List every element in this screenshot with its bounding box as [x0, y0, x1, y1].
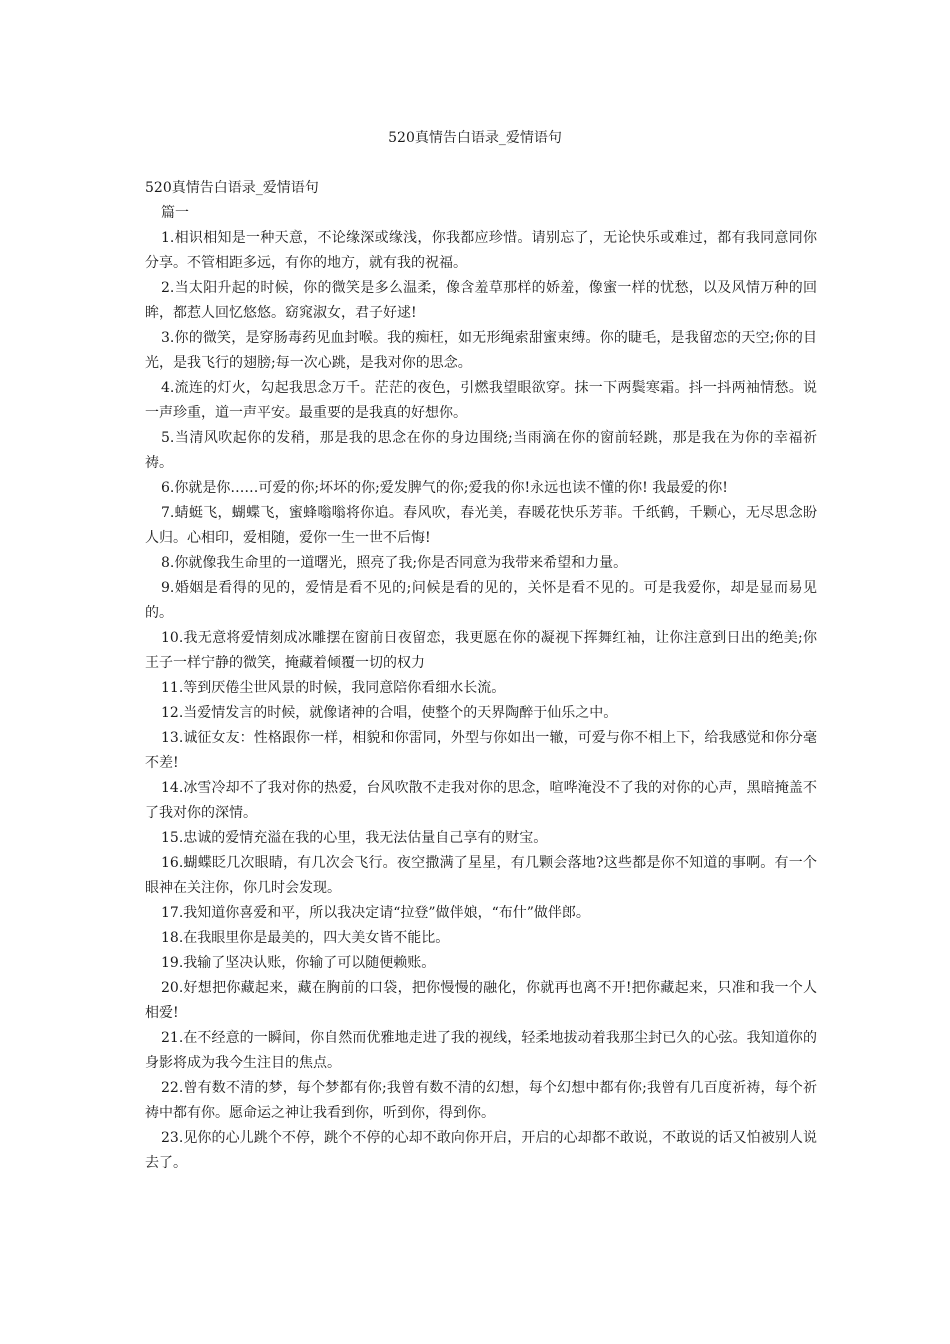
quote-item: 1.相识相知是一种天意，不论缘深或缘浅，你我都应珍惜。请别忘了，无论快乐或难过，都有我同意同你分享。不管相距多远，有你的地方，就有我的祝福。 — [145, 230, 817, 271]
section-heading: 篇一 — [161, 205, 189, 221]
quote-item: 13.诚征女友：性格跟你一样，相貌和你雷同，外型与你如出一辙，可爱与你不相上下，给我感觉和你分毫不差! — [145, 730, 817, 771]
quote-item: 14.冰雪冷却不了我对你的热爱，台风吹散不走我对你的思念，喧哗淹没不了我的对你的心声，黑暗掩盖不了我对你的深情。 — [145, 780, 817, 821]
quote-item: 7.蜻蜓飞，蝴蝶飞，蜜蜂嗡嗡将你追。春风吹，春光美，春暖花快乐芳菲。千纸鹤，千颗心，无尽思念盼人归。心相印，爱相随，爱你一生一世不后悔! — [145, 505, 817, 546]
quote-item: 21.在不经意的一瞬间，你自然而优雅地走进了我的视线，轻柔地拔动着我那尘封已久的心弦。我知道你的身影将成为我今生注目的焦点。 — [145, 1030, 817, 1071]
quote-item: 8.你就像我生命里的一道曙光，照亮了我;你是否同意为我带来希望和力量。 — [161, 555, 628, 571]
quote-item: 6.你就是你……可爱的你;坏坏的你;爱发脾气的你;爱我的你!永远也读不懂的你! 我最爱的你! — [161, 480, 728, 496]
document-body — [145, 176, 817, 1176]
quote-item: 18.在我眼里你是最美的，四大美女皆不能比。 — [161, 930, 450, 946]
document-subtitle: 520真情告白语录_爱情语句 — [145, 180, 319, 196]
quote-item: 11.等到厌倦尘世风景的时候，我同意陪你看细水长流。 — [161, 680, 506, 696]
quote-item: 4.流连的灯火，勾起我思念万千。茫茫的夜色，引燃我望眼欲穿。抹一下两鬓寒霜。抖一抖两袖情愁。说一声珍重，道一声平安。最重要的是我真的好想你。 — [145, 380, 817, 421]
quote-item: 15.忠诚的爱情充溢在我的心里，我无法估量自己享有的财宝。 — [161, 830, 548, 846]
quote-item: 5.当清风吹起你的发稍，那是我的思念在你的身边围绕;当雨滴在你的窗前轻跳，那是我在为你的幸福祈祷。 — [145, 430, 817, 471]
quote-item: 2.当太阳升起的时候，你的微笑是多么温柔，像含羞草那样的娇羞，像蜜一样的忧愁，以及风情万种的回眸，都惹人回忆悠悠。窈窕淑女，君子好逑! — [145, 280, 817, 321]
quote-item: 19.我输了坚决认账，你输了可以随便赖账。 — [161, 955, 436, 971]
quote-item: 22.曾有数不清的梦，每个梦都有你;我曾有数不清的幻想，每个幻想中都有你;我曾有几百度祈祷，每个祈祷中都有你。愿命运之神让我看到你，听到你，得到你。 — [145, 1080, 817, 1121]
quote-item: 12.当爱情发言的时候，就像诸神的合唱，使整个的天界陶醉于仙乐之中。 — [161, 705, 618, 721]
quote-item: 17.我知道你喜爱和平，所以我决定请“拉登”做伴娘，“布什”做伴郎。 — [161, 905, 590, 921]
quote-item: 3.你的微笑，是穿肠毒药见血封喉。我的痴枉，如无形绳索甜蜜束缚。你的睫毛，是我留恋的天空;你的目光，是我飞行的翅膀;每一次心跳，是我对你的思念。 — [145, 330, 817, 371]
quote-item: 9.婚姻是看得的见的，爱情是看不见的;问候是看的见的，关怀是看不见的。可是我爱你，却是显而易见的。 — [145, 580, 817, 621]
quote-list — [145, 226, 817, 1176]
quote-item: 23.见你的心儿跳个不停，跳个不停的心却不敢向你开启，开启的心却都不敢说，不敢说的话又怕被别人说去了。 — [145, 1130, 817, 1171]
quote-item: 10.我无意将爱情刻成冰雕摆在窗前日夜留恋，我更愿在你的凝视下挥舞红袖，让你注意到日出的绝美;你王子一样宁静的微笑，掩藏着倾覆一切的权力 — [145, 630, 817, 671]
quote-item: 16.蝴蝶眨几次眼睛，有几次会飞行。夜空撒满了星星，有几颗会落地?这些都是你不知道的事啊。有一个眼神在关注你，你几时会发现。 — [145, 855, 817, 896]
quote-item: 20.好想把你藏起来，藏在胸前的口袋，把你慢慢的融化，你就再也离不开!把你藏起来，只准和我一个人相爱! — [145, 980, 817, 1021]
document-title: 520真情告白语录_爱情语句 — [388, 130, 562, 146]
